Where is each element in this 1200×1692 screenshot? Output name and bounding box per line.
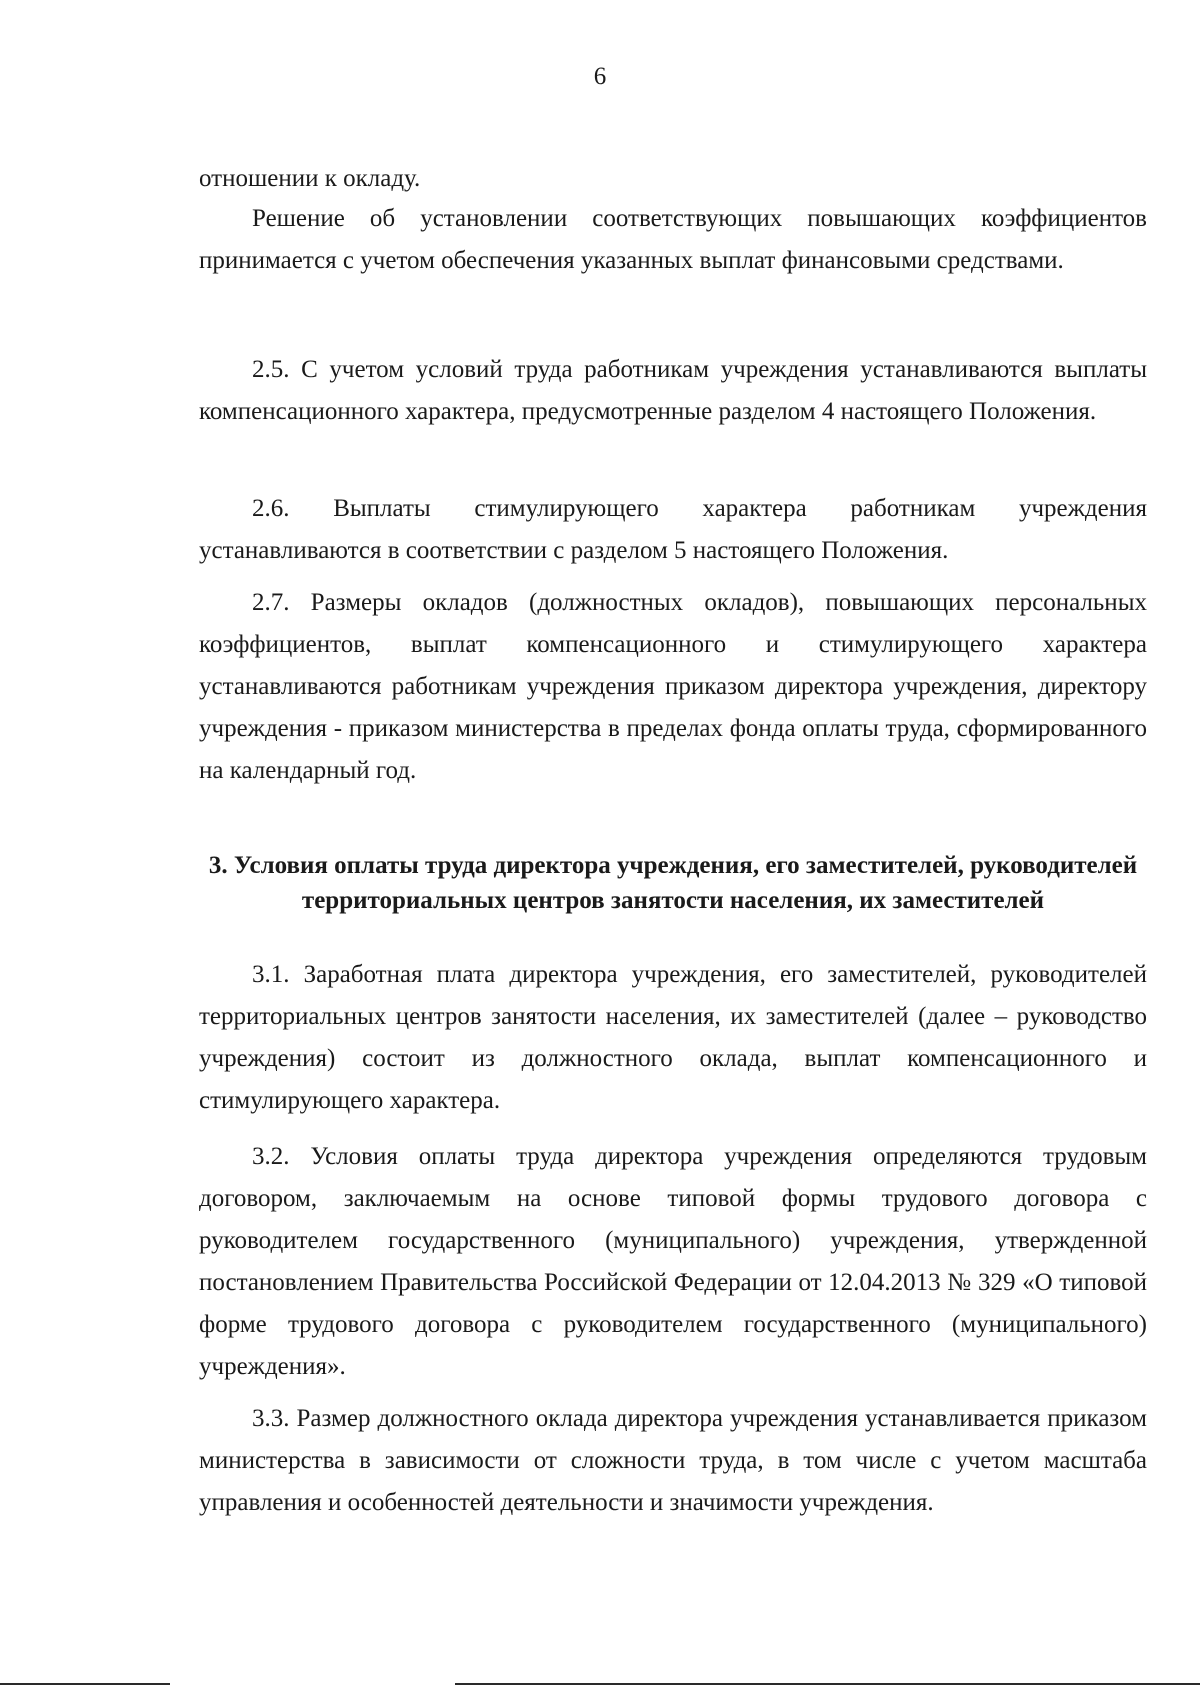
section-3-heading: 3. Условия оплаты труда директора учреждения, его заместителей, руководителей территориальных центров занятости населения, их заместителей [208, 852, 1138, 914]
paragraph-3-1: 3.1. Заработная плата директора учреждения, его заместителей, руководителей территориальных центров занятости населения, их заместителей (далее – руководство учреждения) состоит из должностного оклада, выплат компенсационного и стимулирующего характера. [199, 961, 1147, 1114]
paragraph-decision: Решение об установлении соответствующих повышающих коэффициентов принимается с учетом обеспечения указанных выплат финансовыми средствами. [199, 205, 1147, 274]
page-number: 6 [593, 63, 607, 90]
paragraph-continuation: отношении к окладу. [199, 165, 421, 192]
scan-edge-line-left [0, 1683, 170, 1685]
paragraph-3-2: 3.2. Условия оплаты труда директора учреждения определяются трудовым договором, заключаемым на основе типовой формы трудового договора с руководителем государственного (муниципального) учреждения, утвержденной постановлением Правительства Российской Федерации от 12.04.2013 № 329 «О типовой форме трудового договора с руководителем государственного (муниципального) учреждения». [199, 1143, 1147, 1380]
scan-edge-line-right [455, 1683, 1200, 1685]
paragraph-2-5: 2.5. С учетом условий труда работникам учреждения устанавливаются выплаты компенсационного характера, предусмотренные разделом 4 настоящего Положения. [199, 356, 1147, 425]
paragraph-2-7: 2.7. Размеры окладов (должностных окладов), повышающих персональных коэффициентов, выплат компенсационного и стимулирующего характера устанавливаются работникам учреждения приказом директора учреждения, директору учреждения - приказом министерства в пределах фонда оплаты труда, сформированного на календарный год. [199, 589, 1147, 784]
paragraph-2-6: 2.6. Выплаты стимулирующего характера работникам учреждения устанавливаются в соответствии с разделом 5 настоящего Положения. [199, 495, 1147, 564]
paragraph-3-3: 3.3. Размер должностного оклада директора учреждения устанавливается приказом министерства в зависимости от сложности труда, в том числе с учетом масштаба управления и особенностей деятельности и значимости учреждения. [199, 1405, 1147, 1516]
